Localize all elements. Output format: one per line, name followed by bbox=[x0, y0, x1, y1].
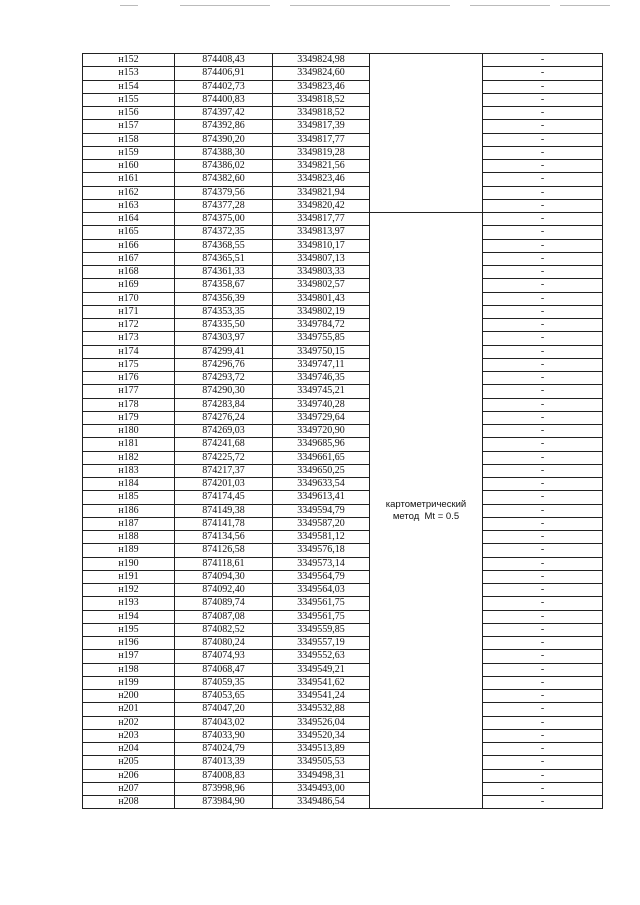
y-coordinate-cell: 3349541,24 bbox=[273, 690, 370, 703]
table-row bbox=[83, 385, 603, 398]
accuracy-cell: - bbox=[483, 120, 603, 133]
y-coordinate-cell: 3349486,54 bbox=[273, 796, 370, 809]
table-row bbox=[83, 332, 603, 345]
x-coordinate-cell: 874053,65 bbox=[175, 690, 273, 703]
point-name-cell: н180 bbox=[83, 425, 175, 438]
y-coordinate-cell: 3349817,77 bbox=[273, 133, 370, 146]
accuracy-cell: - bbox=[483, 451, 603, 464]
y-coordinate-cell: 3349661,65 bbox=[273, 451, 370, 464]
accuracy-cell: - bbox=[483, 650, 603, 663]
coordinates-table bbox=[82, 53, 603, 809]
point-name-cell: н202 bbox=[83, 716, 175, 729]
x-coordinate-cell: 874372,35 bbox=[175, 226, 273, 239]
accuracy-cell: - bbox=[483, 557, 603, 570]
accuracy-cell: - bbox=[483, 266, 603, 279]
point-name-cell: н198 bbox=[83, 663, 175, 676]
accuracy-cell: - bbox=[483, 623, 603, 636]
y-coordinate-cell: 3349802,19 bbox=[273, 305, 370, 318]
x-coordinate-cell: 874080,24 bbox=[175, 637, 273, 650]
x-coordinate-cell: 874335,50 bbox=[175, 319, 273, 332]
accuracy-cell: - bbox=[483, 398, 603, 411]
table-row bbox=[83, 769, 603, 782]
point-name-cell: н203 bbox=[83, 729, 175, 742]
point-name-cell: н192 bbox=[83, 584, 175, 597]
x-coordinate-cell: 874008,83 bbox=[175, 769, 273, 782]
table-row bbox=[83, 517, 603, 530]
x-coordinate-cell: 874400,83 bbox=[175, 93, 273, 106]
accuracy-cell: - bbox=[483, 597, 603, 610]
accuracy-cell: - bbox=[483, 305, 603, 318]
x-coordinate-cell: 874353,35 bbox=[175, 305, 273, 318]
point-name-cell: н158 bbox=[83, 133, 175, 146]
accuracy-cell: - bbox=[483, 252, 603, 265]
point-name-cell: н154 bbox=[83, 80, 175, 93]
table-row bbox=[83, 610, 603, 623]
point-name-cell: н165 bbox=[83, 226, 175, 239]
y-coordinate-cell: 3349747,11 bbox=[273, 358, 370, 371]
accuracy-cell: - bbox=[483, 478, 603, 491]
y-coordinate-cell: 3349807,13 bbox=[273, 252, 370, 265]
accuracy-cell: - bbox=[483, 67, 603, 80]
table-row bbox=[83, 756, 603, 769]
table-row bbox=[83, 451, 603, 464]
y-coordinate-cell: 3349505,53 bbox=[273, 756, 370, 769]
x-coordinate-cell: 874296,76 bbox=[175, 358, 273, 371]
x-coordinate-cell: 874141,78 bbox=[175, 517, 273, 530]
x-coordinate-cell: 874358,67 bbox=[175, 279, 273, 292]
x-coordinate-cell: 873984,90 bbox=[175, 796, 273, 809]
accuracy-cell: - bbox=[483, 637, 603, 650]
accuracy-cell: - bbox=[483, 716, 603, 729]
point-name-cell: н166 bbox=[83, 239, 175, 252]
y-coordinate-cell: 3349581,12 bbox=[273, 531, 370, 544]
x-coordinate-cell: 874365,51 bbox=[175, 252, 273, 265]
method-text-line2: метод Mt = 0.5 bbox=[392, 510, 460, 522]
table-row bbox=[83, 93, 603, 106]
accuracy-cell: - bbox=[483, 584, 603, 597]
y-coordinate-cell: 3349493,00 bbox=[273, 782, 370, 795]
accuracy-cell: - bbox=[483, 531, 603, 544]
method-cell-upper bbox=[370, 54, 483, 213]
point-name-cell: н188 bbox=[83, 531, 175, 544]
point-name-cell: н189 bbox=[83, 544, 175, 557]
point-name-cell: н183 bbox=[83, 464, 175, 477]
table-row bbox=[83, 782, 603, 795]
table-row bbox=[83, 107, 603, 120]
y-coordinate-cell: 3349813,97 bbox=[273, 226, 370, 239]
x-coordinate-cell: 874089,74 bbox=[175, 597, 273, 610]
table-row bbox=[83, 690, 603, 703]
point-name-cell: н153 bbox=[83, 67, 175, 80]
y-coordinate-cell: 3349802,57 bbox=[273, 279, 370, 292]
accuracy-cell: - bbox=[483, 226, 603, 239]
table-row bbox=[83, 199, 603, 212]
accuracy-cell: - bbox=[483, 107, 603, 120]
x-coordinate-cell: 874375,00 bbox=[175, 213, 273, 226]
point-name-cell: н185 bbox=[83, 491, 175, 504]
accuracy-cell: - bbox=[483, 319, 603, 332]
y-coordinate-cell: 3349561,75 bbox=[273, 610, 370, 623]
point-name-cell: н169 bbox=[83, 279, 175, 292]
y-coordinate-cell: 3349720,90 bbox=[273, 425, 370, 438]
x-coordinate-cell: 874092,40 bbox=[175, 584, 273, 597]
table-row bbox=[83, 504, 603, 517]
y-coordinate-cell: 3349823,46 bbox=[273, 173, 370, 186]
table-row bbox=[83, 239, 603, 252]
coordinates-table-body bbox=[83, 54, 603, 809]
table-row bbox=[83, 358, 603, 371]
y-coordinate-cell: 3349817,77 bbox=[273, 213, 370, 226]
accuracy-cell: - bbox=[483, 93, 603, 106]
y-coordinate-cell: 3349740,28 bbox=[273, 398, 370, 411]
accuracy-cell: - bbox=[483, 239, 603, 252]
y-coordinate-cell: 3349587,20 bbox=[273, 517, 370, 530]
y-coordinate-cell: 3349818,52 bbox=[273, 107, 370, 120]
x-coordinate-cell: 874356,39 bbox=[175, 292, 273, 305]
table-row bbox=[83, 120, 603, 133]
y-coordinate-cell: 3349803,33 bbox=[273, 266, 370, 279]
y-coordinate-cell: 3349564,79 bbox=[273, 570, 370, 583]
y-coordinate-cell: 3349750,15 bbox=[273, 345, 370, 358]
y-coordinate-cell: 3349541,62 bbox=[273, 676, 370, 689]
table-row bbox=[83, 54, 603, 67]
accuracy-cell: - bbox=[483, 676, 603, 689]
accuracy-cell: - bbox=[483, 425, 603, 438]
point-name-cell: н156 bbox=[83, 107, 175, 120]
point-name-cell: н181 bbox=[83, 438, 175, 451]
y-coordinate-cell: 3349498,31 bbox=[273, 769, 370, 782]
y-coordinate-cell: 3349650,25 bbox=[273, 464, 370, 477]
table-row bbox=[83, 557, 603, 570]
table-row bbox=[83, 186, 603, 199]
point-name-cell: н197 bbox=[83, 650, 175, 663]
table-row bbox=[83, 438, 603, 451]
point-name-cell: н200 bbox=[83, 690, 175, 703]
accuracy-cell: - bbox=[483, 160, 603, 173]
table-row bbox=[83, 425, 603, 438]
x-coordinate-cell: 874386,02 bbox=[175, 160, 273, 173]
point-name-cell: н206 bbox=[83, 769, 175, 782]
y-coordinate-cell: 3349564,03 bbox=[273, 584, 370, 597]
accuracy-cell: - bbox=[483, 133, 603, 146]
x-coordinate-cell: 874043,02 bbox=[175, 716, 273, 729]
x-coordinate-cell: 874303,97 bbox=[175, 332, 273, 345]
accuracy-cell: - bbox=[483, 358, 603, 371]
point-name-cell: н195 bbox=[83, 623, 175, 636]
y-coordinate-cell: 3349633,54 bbox=[273, 478, 370, 491]
table-row bbox=[83, 637, 603, 650]
point-name-cell: н194 bbox=[83, 610, 175, 623]
x-coordinate-cell: 874225,72 bbox=[175, 451, 273, 464]
table-row bbox=[83, 160, 603, 173]
point-name-cell: н164 bbox=[83, 213, 175, 226]
table-row bbox=[83, 650, 603, 663]
table-row bbox=[83, 133, 603, 146]
point-name-cell: н186 bbox=[83, 504, 175, 517]
x-coordinate-cell: 874074,93 bbox=[175, 650, 273, 663]
table-row bbox=[83, 252, 603, 265]
x-coordinate-cell: 874047,20 bbox=[175, 703, 273, 716]
x-coordinate-cell: 874126,58 bbox=[175, 544, 273, 557]
point-name-cell: н172 bbox=[83, 319, 175, 332]
point-name-cell: н163 bbox=[83, 199, 175, 212]
method-text-line1: картометрический bbox=[385, 498, 467, 510]
point-name-cell: н208 bbox=[83, 796, 175, 809]
y-coordinate-cell: 3349810,17 bbox=[273, 239, 370, 252]
y-coordinate-cell: 3349818,52 bbox=[273, 93, 370, 106]
point-name-cell: н205 bbox=[83, 756, 175, 769]
point-name-cell: н160 bbox=[83, 160, 175, 173]
point-name-cell: н155 bbox=[83, 93, 175, 106]
point-name-cell: н207 bbox=[83, 782, 175, 795]
accuracy-cell: - bbox=[483, 345, 603, 358]
accuracy-cell: - bbox=[483, 199, 603, 212]
x-coordinate-cell: 874201,03 bbox=[175, 478, 273, 491]
point-name-cell: н171 bbox=[83, 305, 175, 318]
y-coordinate-cell: 3349613,41 bbox=[273, 491, 370, 504]
y-coordinate-cell: 3349549,21 bbox=[273, 663, 370, 676]
table-row bbox=[83, 531, 603, 544]
y-coordinate-cell: 3349561,75 bbox=[273, 597, 370, 610]
table-row bbox=[83, 226, 603, 239]
accuracy-cell: - bbox=[483, 703, 603, 716]
table-row bbox=[83, 213, 603, 226]
y-coordinate-cell: 3349526,04 bbox=[273, 716, 370, 729]
y-coordinate-cell: 3349594,79 bbox=[273, 504, 370, 517]
accuracy-cell: - bbox=[483, 769, 603, 782]
accuracy-cell: - bbox=[483, 146, 603, 159]
table-row bbox=[83, 345, 603, 358]
accuracy-cell: - bbox=[483, 756, 603, 769]
point-name-cell: н184 bbox=[83, 478, 175, 491]
point-name-cell: н199 bbox=[83, 676, 175, 689]
accuracy-cell: - bbox=[483, 663, 603, 676]
y-coordinate-cell: 3349552,63 bbox=[273, 650, 370, 663]
table-row bbox=[83, 279, 603, 292]
accuracy-cell: - bbox=[483, 729, 603, 742]
point-name-cell: н161 bbox=[83, 173, 175, 186]
y-coordinate-cell: 3349820,42 bbox=[273, 199, 370, 212]
table-row bbox=[83, 796, 603, 809]
y-coordinate-cell: 3349745,21 bbox=[273, 385, 370, 398]
table-row bbox=[83, 570, 603, 583]
x-coordinate-cell: 874269,03 bbox=[175, 425, 273, 438]
x-coordinate-cell: 874361,33 bbox=[175, 266, 273, 279]
x-coordinate-cell: 874087,08 bbox=[175, 610, 273, 623]
accuracy-cell: - bbox=[483, 292, 603, 305]
y-coordinate-cell: 3349576,18 bbox=[273, 544, 370, 557]
accuracy-cell: - bbox=[483, 54, 603, 67]
table-row bbox=[83, 266, 603, 279]
table-row bbox=[83, 319, 603, 332]
y-coordinate-cell: 3349819,28 bbox=[273, 146, 370, 159]
x-coordinate-cell: 874390,20 bbox=[175, 133, 273, 146]
y-coordinate-cell: 3349824,60 bbox=[273, 67, 370, 80]
point-name-cell: н174 bbox=[83, 345, 175, 358]
point-name-cell: н175 bbox=[83, 358, 175, 371]
x-coordinate-cell: 874382,60 bbox=[175, 173, 273, 186]
accuracy-cell: - bbox=[483, 544, 603, 557]
accuracy-cell: - bbox=[483, 279, 603, 292]
x-coordinate-cell: 874082,52 bbox=[175, 623, 273, 636]
point-name-cell: н167 bbox=[83, 252, 175, 265]
x-coordinate-cell: 874397,42 bbox=[175, 107, 273, 120]
table-row bbox=[83, 67, 603, 80]
accuracy-cell: - bbox=[483, 332, 603, 345]
x-coordinate-cell: 874118,61 bbox=[175, 557, 273, 570]
accuracy-cell: - bbox=[483, 464, 603, 477]
table-row bbox=[83, 584, 603, 597]
point-name-cell: н187 bbox=[83, 517, 175, 530]
table-row bbox=[83, 173, 603, 186]
table-row bbox=[83, 597, 603, 610]
table-row bbox=[83, 544, 603, 557]
accuracy-cell: - bbox=[483, 743, 603, 756]
accuracy-cell: - bbox=[483, 610, 603, 623]
point-name-cell: н178 bbox=[83, 398, 175, 411]
point-name-cell: н173 bbox=[83, 332, 175, 345]
y-coordinate-cell: 3349784,72 bbox=[273, 319, 370, 332]
method-cell bbox=[370, 213, 483, 809]
x-coordinate-cell: 874299,41 bbox=[175, 345, 273, 358]
point-name-cell: н193 bbox=[83, 597, 175, 610]
y-coordinate-cell: 3349557,19 bbox=[273, 637, 370, 650]
table-row bbox=[83, 729, 603, 742]
x-coordinate-cell: 874377,28 bbox=[175, 199, 273, 212]
point-name-cell: н182 bbox=[83, 451, 175, 464]
x-coordinate-cell: 874068,47 bbox=[175, 663, 273, 676]
point-name-cell: н179 bbox=[83, 411, 175, 424]
y-coordinate-cell: 3349573,14 bbox=[273, 557, 370, 570]
table-row bbox=[83, 372, 603, 385]
accuracy-cell: - bbox=[483, 690, 603, 703]
table-row bbox=[83, 703, 603, 716]
accuracy-cell: - bbox=[483, 796, 603, 809]
accuracy-cell: - bbox=[483, 570, 603, 583]
point-name-cell: н201 bbox=[83, 703, 175, 716]
table-row bbox=[83, 663, 603, 676]
table-row bbox=[83, 743, 603, 756]
accuracy-cell: - bbox=[483, 186, 603, 199]
table-row bbox=[83, 464, 603, 477]
y-coordinate-cell: 3349823,46 bbox=[273, 80, 370, 93]
y-coordinate-cell: 3349513,89 bbox=[273, 743, 370, 756]
point-name-cell: н204 bbox=[83, 743, 175, 756]
y-coordinate-cell: 3349755,85 bbox=[273, 332, 370, 345]
point-name-cell: н196 bbox=[83, 637, 175, 650]
x-coordinate-cell: 874402,73 bbox=[175, 80, 273, 93]
table-row bbox=[83, 292, 603, 305]
x-coordinate-cell: 874379,56 bbox=[175, 186, 273, 199]
point-name-cell: н157 bbox=[83, 120, 175, 133]
accuracy-cell: - bbox=[483, 80, 603, 93]
point-name-cell: н190 bbox=[83, 557, 175, 570]
point-name-cell: н191 bbox=[83, 570, 175, 583]
accuracy-cell: - bbox=[483, 213, 603, 226]
y-coordinate-cell: 3349520,34 bbox=[273, 729, 370, 742]
table-row bbox=[83, 80, 603, 93]
accuracy-cell: - bbox=[483, 491, 603, 504]
y-coordinate-cell: 3349729,64 bbox=[273, 411, 370, 424]
x-coordinate-cell: 874290,30 bbox=[175, 385, 273, 398]
table-row bbox=[83, 491, 603, 504]
table-row bbox=[83, 411, 603, 424]
accuracy-cell: - bbox=[483, 438, 603, 451]
table-row bbox=[83, 305, 603, 318]
y-coordinate-cell: 3349532,88 bbox=[273, 703, 370, 716]
accuracy-cell: - bbox=[483, 782, 603, 795]
accuracy-cell: - bbox=[483, 173, 603, 186]
table-row bbox=[83, 478, 603, 491]
x-coordinate-cell: 874293,72 bbox=[175, 372, 273, 385]
accuracy-cell: - bbox=[483, 385, 603, 398]
point-name-cell: н162 bbox=[83, 186, 175, 199]
x-coordinate-cell: 874134,56 bbox=[175, 531, 273, 544]
table-row bbox=[83, 146, 603, 159]
x-coordinate-cell: 874033,90 bbox=[175, 729, 273, 742]
point-name-cell: н159 bbox=[83, 146, 175, 159]
x-coordinate-cell: 874283,84 bbox=[175, 398, 273, 411]
x-coordinate-cell: 874059,35 bbox=[175, 676, 273, 689]
table-row bbox=[83, 398, 603, 411]
x-coordinate-cell: 874217,37 bbox=[175, 464, 273, 477]
x-coordinate-cell: 874388,30 bbox=[175, 146, 273, 159]
x-coordinate-cell: 874094,30 bbox=[175, 570, 273, 583]
table-row bbox=[83, 623, 603, 636]
y-coordinate-cell: 3349559,85 bbox=[273, 623, 370, 636]
x-coordinate-cell: 874392,86 bbox=[175, 120, 273, 133]
point-name-cell: н176 bbox=[83, 372, 175, 385]
y-coordinate-cell: 3349824,98 bbox=[273, 54, 370, 67]
x-coordinate-cell: 874276,24 bbox=[175, 411, 273, 424]
table-row bbox=[83, 716, 603, 729]
y-coordinate-cell: 3349821,94 bbox=[273, 186, 370, 199]
y-coordinate-cell: 3349817,39 bbox=[273, 120, 370, 133]
y-coordinate-cell: 3349685,96 bbox=[273, 438, 370, 451]
accuracy-cell: - bbox=[483, 504, 603, 517]
x-coordinate-cell: 874174,45 bbox=[175, 491, 273, 504]
point-name-cell: н170 bbox=[83, 292, 175, 305]
scan-artifact-lines bbox=[120, 4, 620, 8]
x-coordinate-cell: 874149,38 bbox=[175, 504, 273, 517]
point-name-cell: н177 bbox=[83, 385, 175, 398]
accuracy-cell: - bbox=[483, 411, 603, 424]
point-name-cell: н168 bbox=[83, 266, 175, 279]
accuracy-cell: - bbox=[483, 517, 603, 530]
x-coordinate-cell: 873998,96 bbox=[175, 782, 273, 795]
y-coordinate-cell: 3349801,43 bbox=[273, 292, 370, 305]
y-coordinate-cell: 3349821,56 bbox=[273, 160, 370, 173]
accuracy-cell: - bbox=[483, 372, 603, 385]
x-coordinate-cell: 874368,55 bbox=[175, 239, 273, 252]
x-coordinate-cell: 874241,68 bbox=[175, 438, 273, 451]
x-coordinate-cell: 874406,91 bbox=[175, 67, 273, 80]
point-name-cell: н152 bbox=[83, 54, 175, 67]
table-row bbox=[83, 676, 603, 689]
x-coordinate-cell: 874013,39 bbox=[175, 756, 273, 769]
y-coordinate-cell: 3349746,35 bbox=[273, 372, 370, 385]
x-coordinate-cell: 874408,43 bbox=[175, 54, 273, 67]
x-coordinate-cell: 874024,79 bbox=[175, 743, 273, 756]
